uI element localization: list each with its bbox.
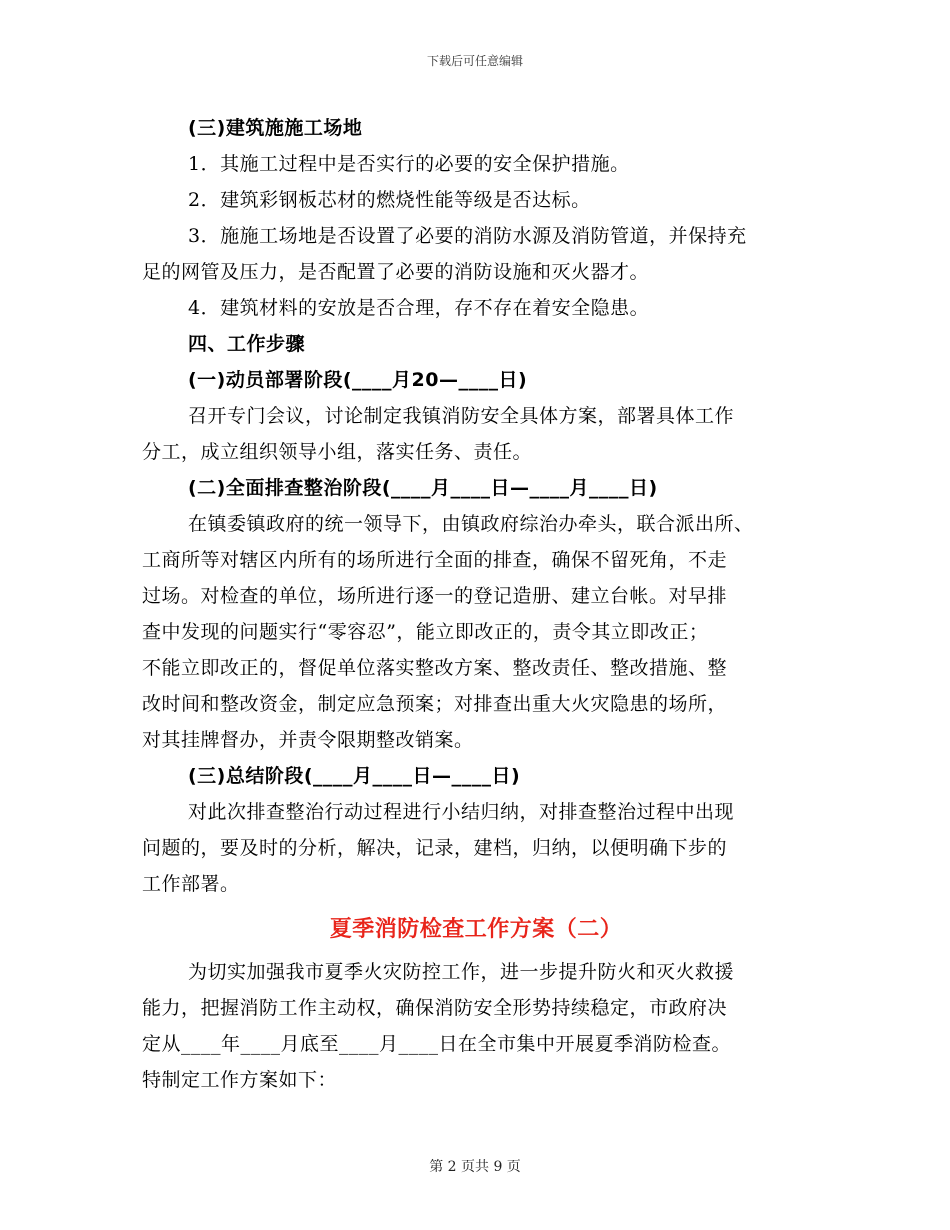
phase-1-heading: (一)动员部署阶段(____月20—____日) [188, 369, 528, 391]
phase-3-line-3: 工作部署。 [142, 873, 240, 895]
page-footer: 第 2 页共 9 页 [429, 1159, 521, 1175]
phase-2-line-1: 在镇委镇政府的统一领导下，由镇政府综治办牵头，联合派出所、 [188, 513, 754, 535]
phase-3-line-1: 对此次排查整治行动过程进行小结归纳，对排查整治过程中出现 [188, 801, 735, 823]
plan-2-line-2: 能力，把握消防工作主动权，确保消防安全形势持续稳定，市政府决 [142, 997, 728, 1019]
document-body [142, 110, 810, 1098]
plan-2-line-3: 定从____年____月底至____月____日在全市集中开展夏季消防检查。 [142, 1033, 732, 1055]
page-header: 下载后可任意编辑 [426, 54, 523, 68]
list-item-3-line-2: 足的网管及压力，是否配置了必要的消防设施和灭火器才。 [142, 261, 650, 283]
phase-2-line-2: 工商所等对辖区内所有的场所进行全面的排查，确保不留死角，不走 [142, 549, 728, 571]
phase-2-line-3: 过场。对检查的单位，场所进行逐一的登记造册、建立台帐。对早排 [142, 585, 728, 607]
plan-2-line-1: 为切实加强我市夏季火灾防控工作，进一步提升防火和灭火救援 [188, 961, 735, 983]
phase-3-line-2: 问题的，要及时的分析，解决，记录，建档，归纳，以便明确下步的 [142, 837, 728, 859]
phase-1-line-1: 召开专门会议，讨论制定我镇消防安全具体方案，部署具体工作 [188, 405, 735, 427]
section-heading-construction-site: (三)建筑施施工场地 [188, 117, 363, 139]
list-item-4: 4．建筑材料的安放是否合理，存不存在着安全隐患。 [188, 297, 650, 319]
list-item-3-line-1: 3．施施工场地是否设置了必要的消防水源及消防管道，并保持充 [188, 225, 747, 247]
phase-2-line-6: 改时间和整改资金，制定应急预案；对排查出重大火灾隐患的场所， [142, 693, 728, 715]
phase-2-line-7: 对其挂牌督办，并责令限期整改销案。 [142, 729, 474, 751]
phase-1-line-2: 分工，成立组织领导小组，落实任务、责任。 [142, 441, 533, 463]
phase-2-line-4: 查中发现的问题实行“零容忍”，能立即改正的，责令其立即改正； [142, 621, 709, 643]
plan-2-title: 夏季消防检查工作方案（二） [329, 917, 623, 942]
phase-3-heading: (三)总结阶段(____月____日—____日) [188, 765, 521, 787]
phase-2-heading: (二)全面排查整治阶段(____月____日—____月____日) [188, 477, 658, 499]
list-item-1: 1．其施工过程中是否实行的必要的安全保护措施。 [188, 153, 630, 175]
phase-2-line-5: 不能立即改正的，督促单位落实整改方案、整改责任、整改措施、整 [142, 657, 728, 679]
plan-2-line-4: 特制定工作方案如下： [142, 1069, 338, 1091]
section-heading-work-steps: 四、工作步骤 [188, 333, 306, 355]
list-item-2: 2．建筑彩钢板芯材的燃烧性能等级是否达标。 [188, 189, 591, 211]
